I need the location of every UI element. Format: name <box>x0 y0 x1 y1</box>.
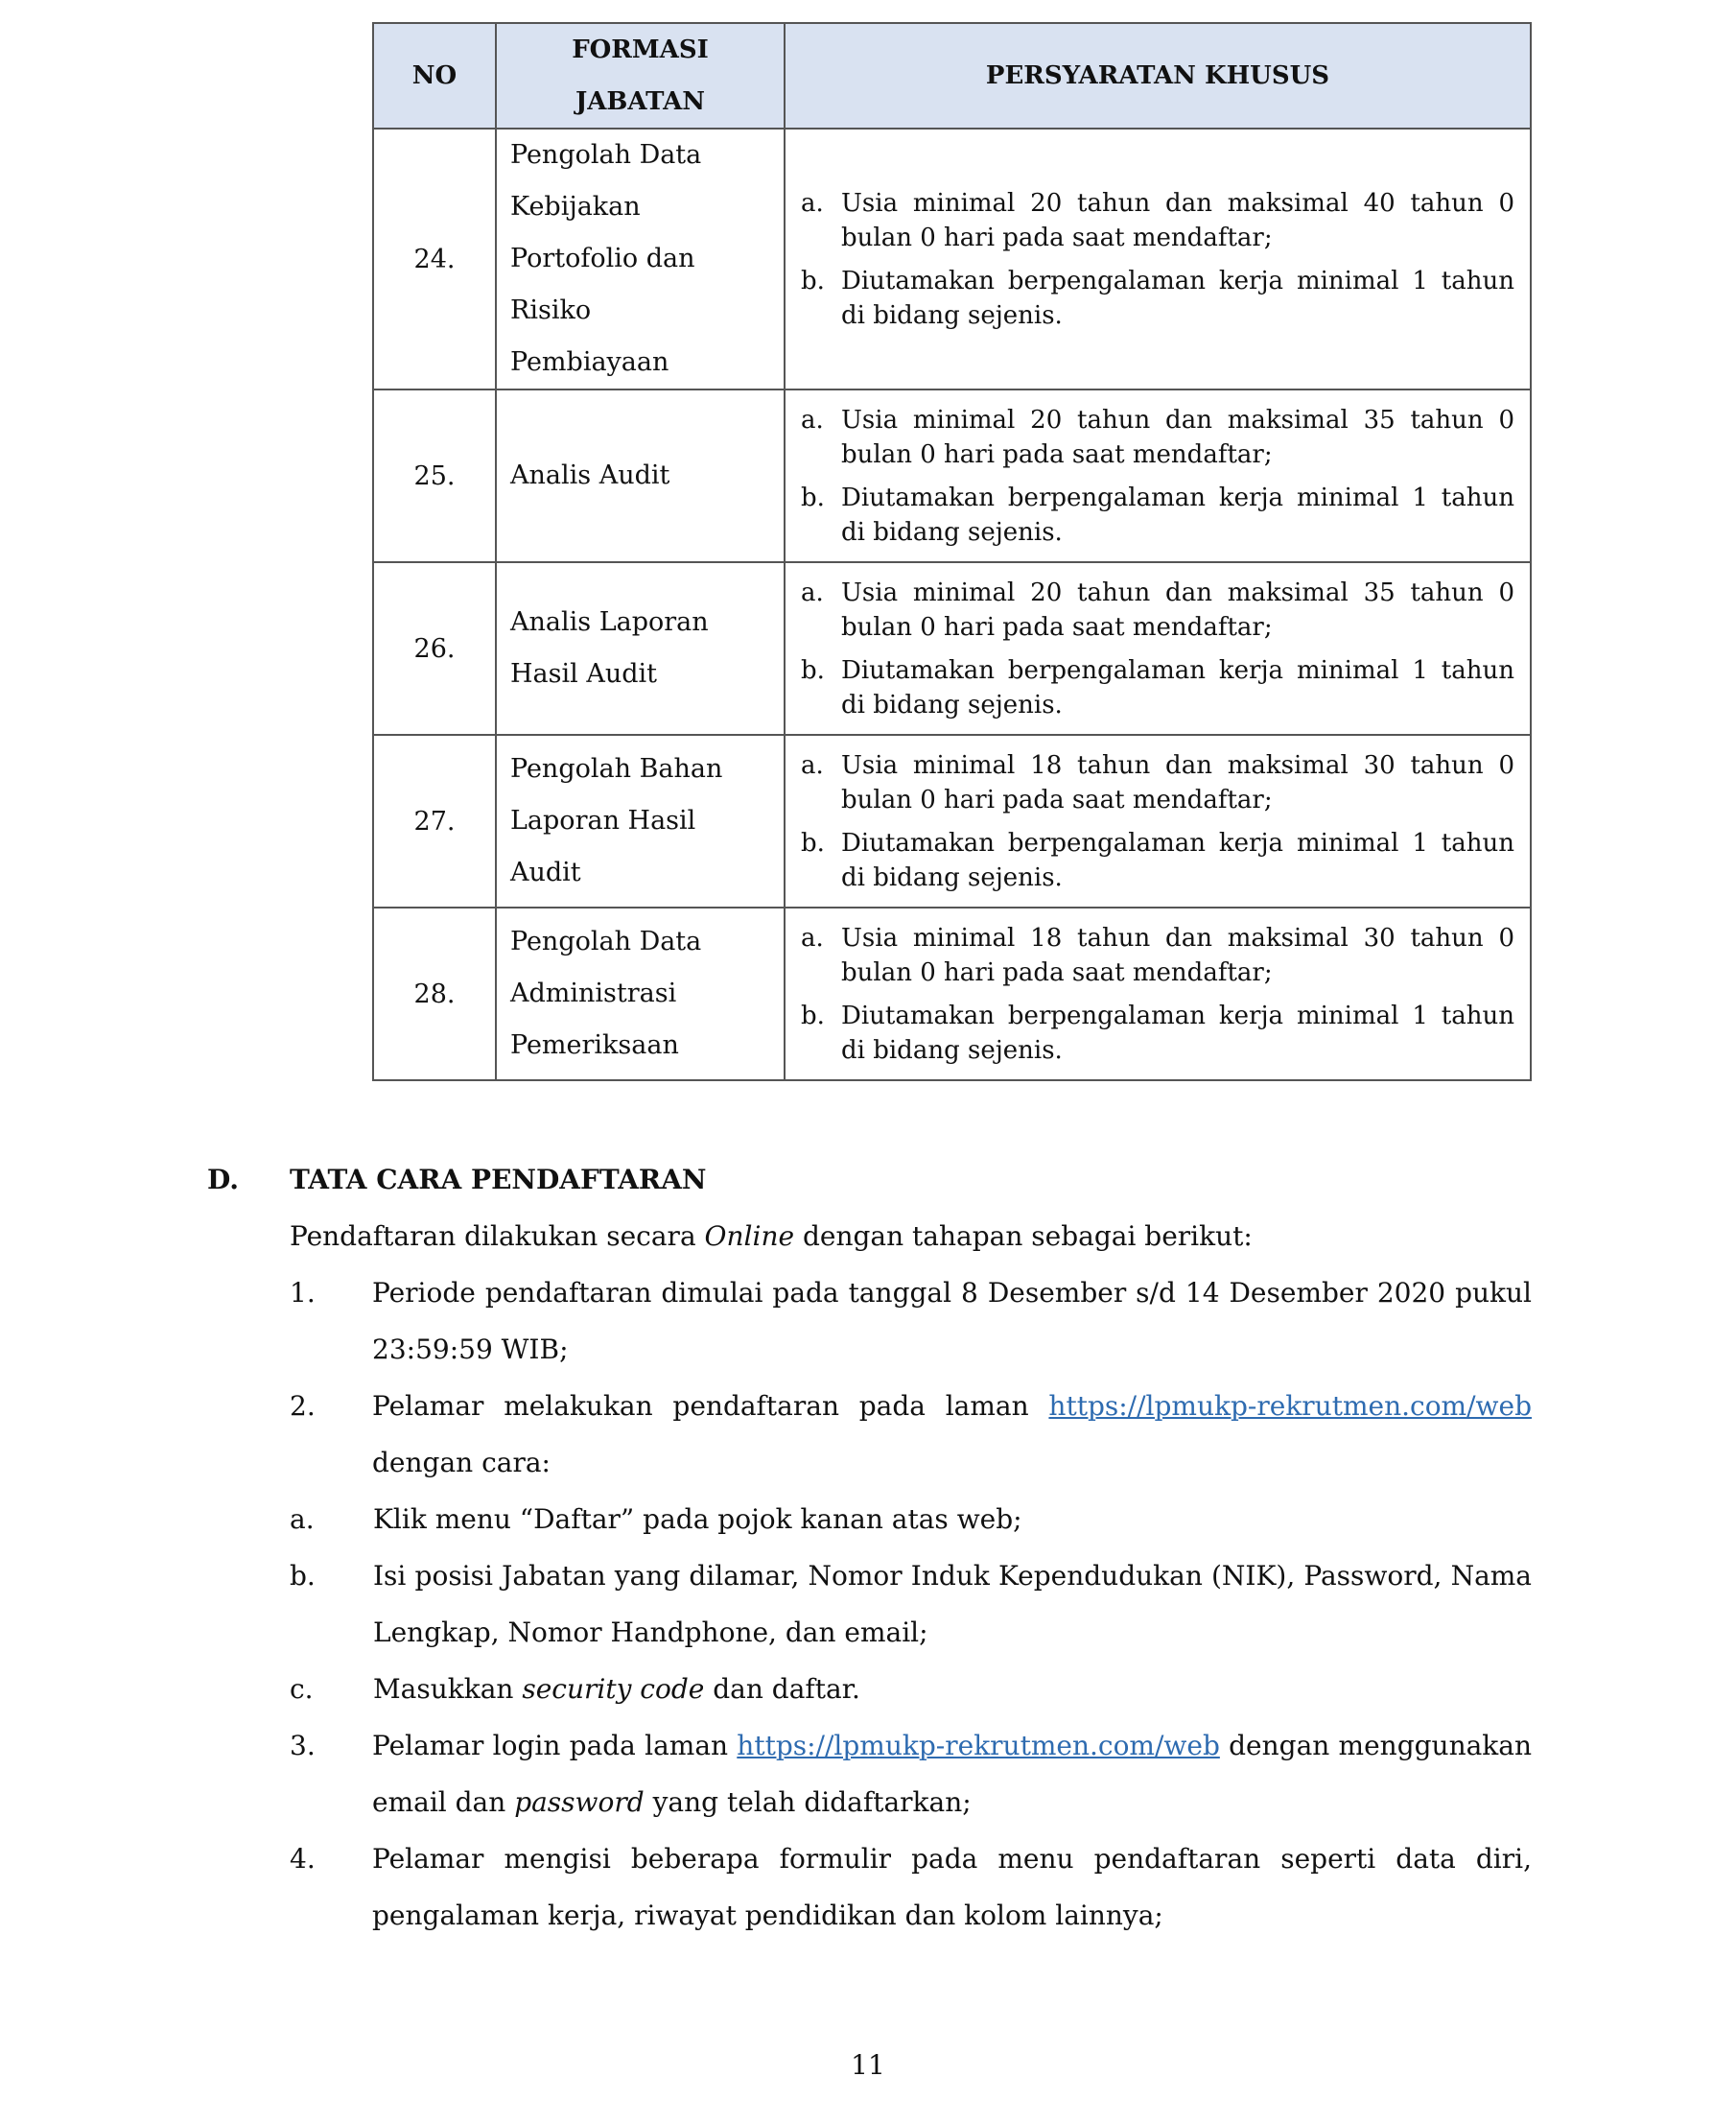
sub-step-text <box>373 1661 1532 1717</box>
item-marker: a. <box>801 578 824 607</box>
position-name <box>496 389 785 562</box>
requirements-list <box>801 576 1514 722</box>
position-line: Risiko <box>510 295 592 325</box>
requirements-list <box>801 748 1514 895</box>
requirements-cell <box>785 735 1531 908</box>
header-position <box>496 23 785 129</box>
position-line: Pengolah Data <box>510 140 702 170</box>
position-line: Pengolah Data <box>510 927 702 956</box>
section-letter: D. <box>207 1164 240 1195</box>
position-line: Audit <box>510 858 581 887</box>
position-name <box>496 735 785 908</box>
step-number: 3. <box>290 1730 316 1761</box>
item-text: Diutamakan berpengalaman kerja minimal 1 tahun di bidang sejenis. <box>841 1001 1514 1065</box>
table-row <box>373 908 1531 1080</box>
step-text-part: dengan menggunakan email dan <box>372 1730 1532 1818</box>
item-text: Usia minimal 18 tahun dan maksimal 30 tahun 0 bulan 0 hari pada saat mendaftar; <box>841 923 1514 987</box>
requirements-list <box>801 921 1514 1068</box>
requirement-item <box>801 264 1514 333</box>
position-line: Pengolah Bahan <box>510 754 723 784</box>
steps-list <box>290 1264 1532 1944</box>
position-name <box>496 562 785 735</box>
table-row <box>373 389 1531 562</box>
table-row <box>373 129 1531 389</box>
item-text: Diutamakan berpengalaman kerja minimal 1 tahun di bidang sejenis. <box>841 266 1514 330</box>
step-text: Pelamar mengisi beberapa formulir pada menu pendaftaran seperti data diri, pengalaman kerja, riwayat pendidikan dan kolom lainnya; <box>372 1843 1532 1931</box>
sub-step-marker: c. <box>290 1673 314 1705</box>
header-no: NO <box>373 23 496 129</box>
step-body <box>290 1378 1532 1717</box>
item-text: Diutamakan berpengalaman kerja minimal 1 tahun di bidang sejenis. <box>841 655 1514 720</box>
item-marker: b. <box>801 1001 825 1030</box>
item-marker: b. <box>801 655 825 685</box>
item-marker: b. <box>801 483 825 512</box>
position-name <box>496 908 785 1080</box>
requirements-list <box>801 403 1514 550</box>
requirement-item <box>801 999 1514 1068</box>
item-text: Diutamakan berpengalaman kerja minimal 1 tahun di bidang sejenis. <box>841 483 1514 547</box>
requirement-item <box>801 921 1514 990</box>
table-row <box>373 735 1531 908</box>
sub-step-item <box>290 1661 1532 1717</box>
sub-step-marker: a. <box>290 1503 315 1535</box>
header-position-line2: JABATAN <box>575 87 706 116</box>
section-registration-procedure <box>207 1151 1532 1944</box>
requirement-item <box>801 748 1514 817</box>
row-number: 24. <box>373 129 496 389</box>
requirements-cell <box>785 129 1531 389</box>
item-text: Usia minimal 20 tahun dan maksimal 40 tahun 0 bulan 0 hari pada saat mendaftar; <box>841 188 1514 252</box>
row-number: 28. <box>373 908 496 1080</box>
step-text-part: yang telah didaftarkan; <box>644 1786 972 1818</box>
item-marker: b. <box>801 828 825 858</box>
row-number: 26. <box>373 562 496 735</box>
sub-step-item <box>290 1547 1532 1661</box>
sub-step-text: Isi posisi Jabatan yang dilamar, Nomor Induk Kependudukan (NIK), Password, Nama Lengkap, Nomor Handphone, dan email; <box>373 1560 1532 1648</box>
step-text-part: Pelamar melakukan pendaftaran pada laman <box>372 1390 1049 1422</box>
step-text <box>372 1378 1532 1491</box>
requirement-item <box>801 186 1514 255</box>
item-marker: a. <box>801 750 824 780</box>
step-text-part: Pelamar login pada laman <box>372 1730 738 1761</box>
position-line: Analis Audit <box>510 460 670 490</box>
page-number: 11 <box>851 2049 885 2081</box>
section-heading <box>207 1151 1532 1208</box>
step-number: 2. <box>290 1390 316 1422</box>
item-text: Usia minimal 20 tahun dan maksimal 35 tahun 0 bulan 0 hari pada saat mendaftar; <box>841 578 1514 642</box>
table-row <box>373 562 1531 735</box>
row-number: 25. <box>373 389 496 562</box>
section-title: TATA CARA PENDAFTARAN <box>290 1164 707 1195</box>
sub-step-marker: b. <box>290 1560 316 1592</box>
requirements-cell <box>785 389 1531 562</box>
login-link[interactable]: https://lpmukp-rekrutmen.com/web <box>737 1730 1220 1761</box>
item-text: Usia minimal 20 tahun dan maksimal 35 tahun 0 bulan 0 hari pada saat mendaftar; <box>841 405 1514 469</box>
position-line: Portofolio dan <box>510 244 695 273</box>
item-marker: b. <box>801 266 825 295</box>
position-name <box>496 129 785 389</box>
sub-steps-list <box>290 1491 1532 1717</box>
sub-step-italic: security code <box>522 1673 705 1705</box>
header-position-line1: FORMASI <box>572 35 709 64</box>
requirement-item <box>801 826 1514 895</box>
step-item <box>290 1378 1532 1717</box>
requirements-table <box>372 22 1532 1081</box>
step-item <box>290 1717 1532 1830</box>
intro-text: dengan tahapan sebagai berikut: <box>794 1220 1253 1252</box>
table-header-row <box>373 23 1531 129</box>
sub-step-text-part: dan daftar. <box>704 1673 860 1705</box>
sub-step-text-part: Masukkan <box>373 1673 523 1705</box>
intro-text: Pendaftaran dilakukan secara <box>290 1220 705 1252</box>
step-text: Periode pendaftaran dimulai pada tanggal 8 Desember s/d 14 Desember 2020 pukul 23:59:59 WIB; <box>372 1277 1532 1365</box>
item-marker: a. <box>801 405 824 435</box>
requirement-item <box>801 653 1514 722</box>
requirement-item <box>801 481 1514 550</box>
step-item <box>290 1830 1532 1944</box>
step-number: 1. <box>290 1277 316 1309</box>
requirements-cell <box>785 562 1531 735</box>
step-number: 4. <box>290 1843 316 1875</box>
item-text: Usia minimal 18 tahun dan maksimal 30 tahun 0 bulan 0 hari pada saat mendaftar; <box>841 750 1514 814</box>
intro-italic: Online <box>704 1220 795 1252</box>
item-marker: a. <box>801 923 824 953</box>
position-line: Administrasi <box>510 979 677 1008</box>
step-italic: password <box>514 1786 645 1818</box>
requirements-cell <box>785 908 1531 1080</box>
item-marker: a. <box>801 188 824 218</box>
requirement-item <box>801 576 1514 645</box>
row-number: 27. <box>373 735 496 908</box>
step-item <box>290 1264 1532 1378</box>
step-text-part: dengan cara: <box>372 1447 551 1478</box>
sub-step-item <box>290 1491 1532 1547</box>
registration-link[interactable]: https://lpmukp-rekrutmen.com/web <box>1048 1390 1532 1422</box>
step-text <box>372 1717 1532 1830</box>
sub-step-text: Klik menu “Daftar” pada pojok kanan atas web; <box>373 1503 1022 1535</box>
item-text: Diutamakan berpengalaman kerja minimal 1 tahun di bidang sejenis. <box>841 828 1514 892</box>
position-line: Kebijakan <box>510 192 641 222</box>
section-intro <box>290 1208 1532 1264</box>
position-line: Hasil Audit <box>510 659 658 689</box>
position-line: Pembiayaan <box>510 347 669 377</box>
requirements-list <box>801 186 1514 333</box>
position-line: Laporan Hasil <box>510 806 696 836</box>
position-line: Pemeriksaan <box>510 1030 679 1060</box>
header-requirements: PERSYARATAN KHUSUS <box>785 23 1531 129</box>
requirement-item <box>801 403 1514 472</box>
position-line: Analis Laporan <box>510 607 709 637</box>
